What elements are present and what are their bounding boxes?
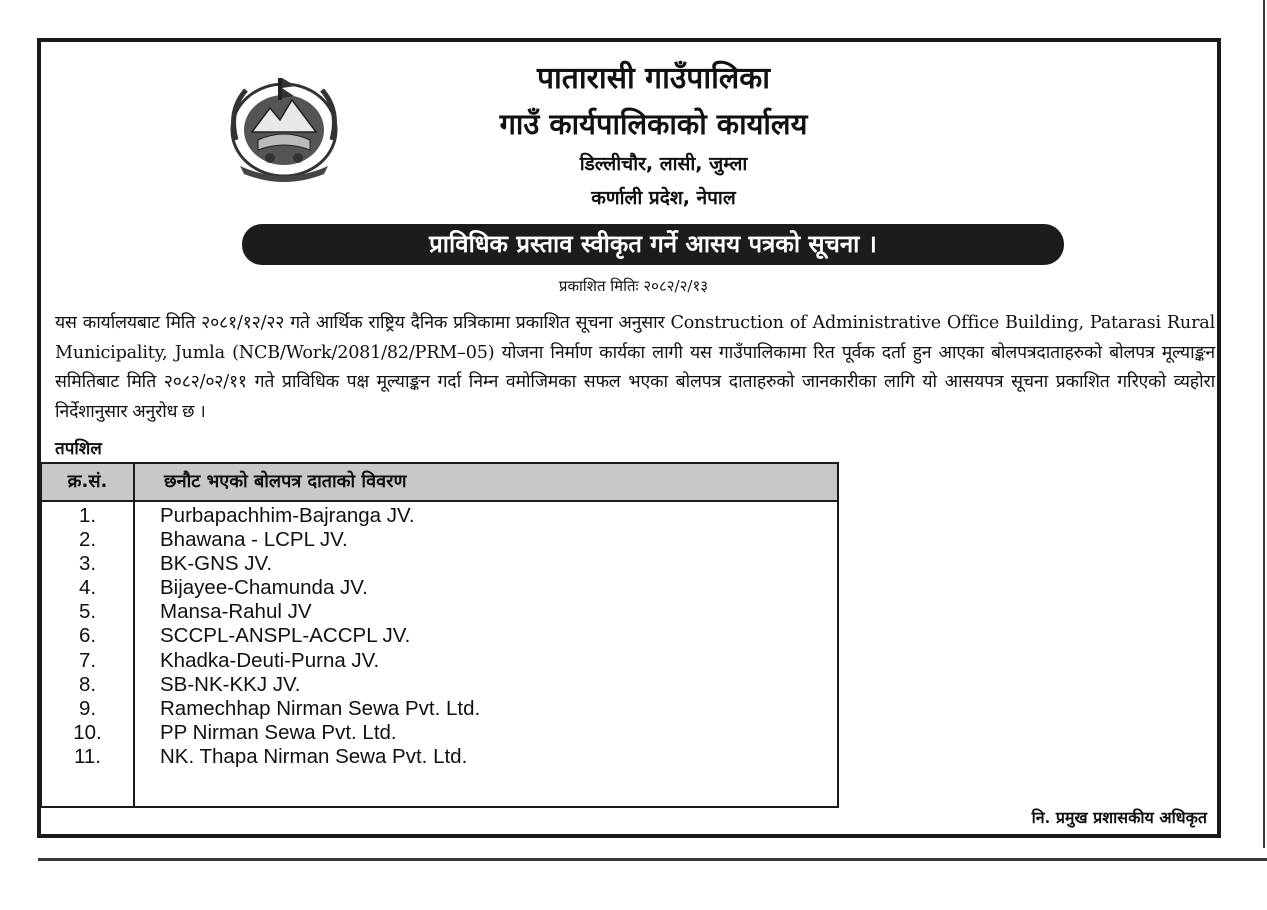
row-serial: 7. xyxy=(78,648,97,672)
table-row xyxy=(42,600,837,624)
table-row xyxy=(42,649,837,673)
bidder-name: PP Nirman Sewa Pvt. Ltd. xyxy=(160,720,397,744)
row-serial: 4. xyxy=(78,576,97,600)
row-serial: 6. xyxy=(78,624,97,648)
table-header-description: छनौट भएको बोलपत्र दाताको विवरण xyxy=(164,471,407,492)
table-row xyxy=(42,721,837,745)
bidder-name: SB-NK-KKJ JV. xyxy=(160,672,301,696)
table-row xyxy=(42,697,837,721)
row-serial: 11. xyxy=(74,744,101,768)
bidder-name: Khadka-Deuti-Purna JV. xyxy=(160,648,380,672)
bidder-name: BK-GNS JV. xyxy=(160,552,273,576)
notice-title-banner: प्राविधिक प्रस्ताव स्वीकृत गर्ने आसय पत्रको सूचना । xyxy=(242,224,1064,265)
table-row xyxy=(42,576,837,600)
row-serial: 10. xyxy=(73,720,102,744)
table-row xyxy=(42,673,837,697)
published-date: प्रकाशित मितिः २०८२/२/१३ xyxy=(558,277,709,295)
table-row xyxy=(42,528,837,552)
office-address: डिल्लीचौर, लासी, जुम्ला xyxy=(579,153,748,175)
details-section-label: तपशिल xyxy=(55,439,102,459)
bidder-name: Purbapachhim-Bajranga JV. xyxy=(160,504,415,527)
bidder-name: Mansa-Rahul JV xyxy=(160,600,312,624)
bidder-name: Bhawana - LCPL JV. xyxy=(160,528,348,552)
bidders-table xyxy=(40,462,839,808)
bidder-name: SCCPL-ANSPL-ACCPL JV. xyxy=(160,624,411,648)
row-serial: 2. xyxy=(78,528,97,552)
table-row xyxy=(42,624,837,648)
bidder-name: Ramechhap Nirman Sewa Pvt. Ltd. xyxy=(160,696,481,720)
table-header-row xyxy=(42,464,837,502)
bidder-name: NK. Thapa Nirman Sewa Pvt. Ltd. xyxy=(160,744,468,768)
bidder-name: Bijayee-Chamunda JV. xyxy=(160,576,368,600)
municipality-name: पातारासी गाउँपालिका xyxy=(536,61,771,96)
row-serial: 3. xyxy=(78,552,97,576)
table-body xyxy=(42,504,837,769)
office-name: गाउँ कार्यपालिकाको कार्यालय xyxy=(499,107,808,141)
table-row xyxy=(42,745,837,769)
table-row xyxy=(42,504,837,528)
table-row xyxy=(42,552,837,576)
bottom-rule xyxy=(38,858,1267,861)
table-header-serial: क्र.सं. xyxy=(67,471,108,492)
row-serial: 9. xyxy=(78,696,97,720)
row-serial: 8. xyxy=(78,672,97,696)
row-serial: 1. xyxy=(78,504,97,527)
notice-body-paragraph: यस कार्यालयबाट मिति २०८१/१२/२२ गते आर्थिक राष्ट्रिय दैनिक प्रत्रिकामा प्रकाशित सूचना अनुसार Construction of Administrative Office Building, Patarasi Rural Municipality, Jumla (NCB/Work/2081/82/PRM–05) योजना निर्माण कार्यका लागी यस गाउँपालिकामा रित पूर्वक दर्ता हुन आएका बोलपत्रदाताहरुको बोलपत्र मूल्याङ्कन समितिबाट मिति २०८२/०२/११ गते प्राविधिक पक्ष मूल्याङ्कन गर्दा निम्न वमोजिमका सफल भएका बोलपत्र दाताहरुको जानकारीका लागि यो आसयपत्र सूचना प्रकाशित गरिएको व्यहोरा निर्देशानुसार अनुरोध छ । xyxy=(55,313,1215,422)
row-serial: 5. xyxy=(78,600,97,624)
signatory-title: नि. प्रमुख प्रशासकीय अधिकृत xyxy=(1031,808,1207,827)
province-name: कर्णाली प्रदेश, नेपाल xyxy=(591,187,736,209)
